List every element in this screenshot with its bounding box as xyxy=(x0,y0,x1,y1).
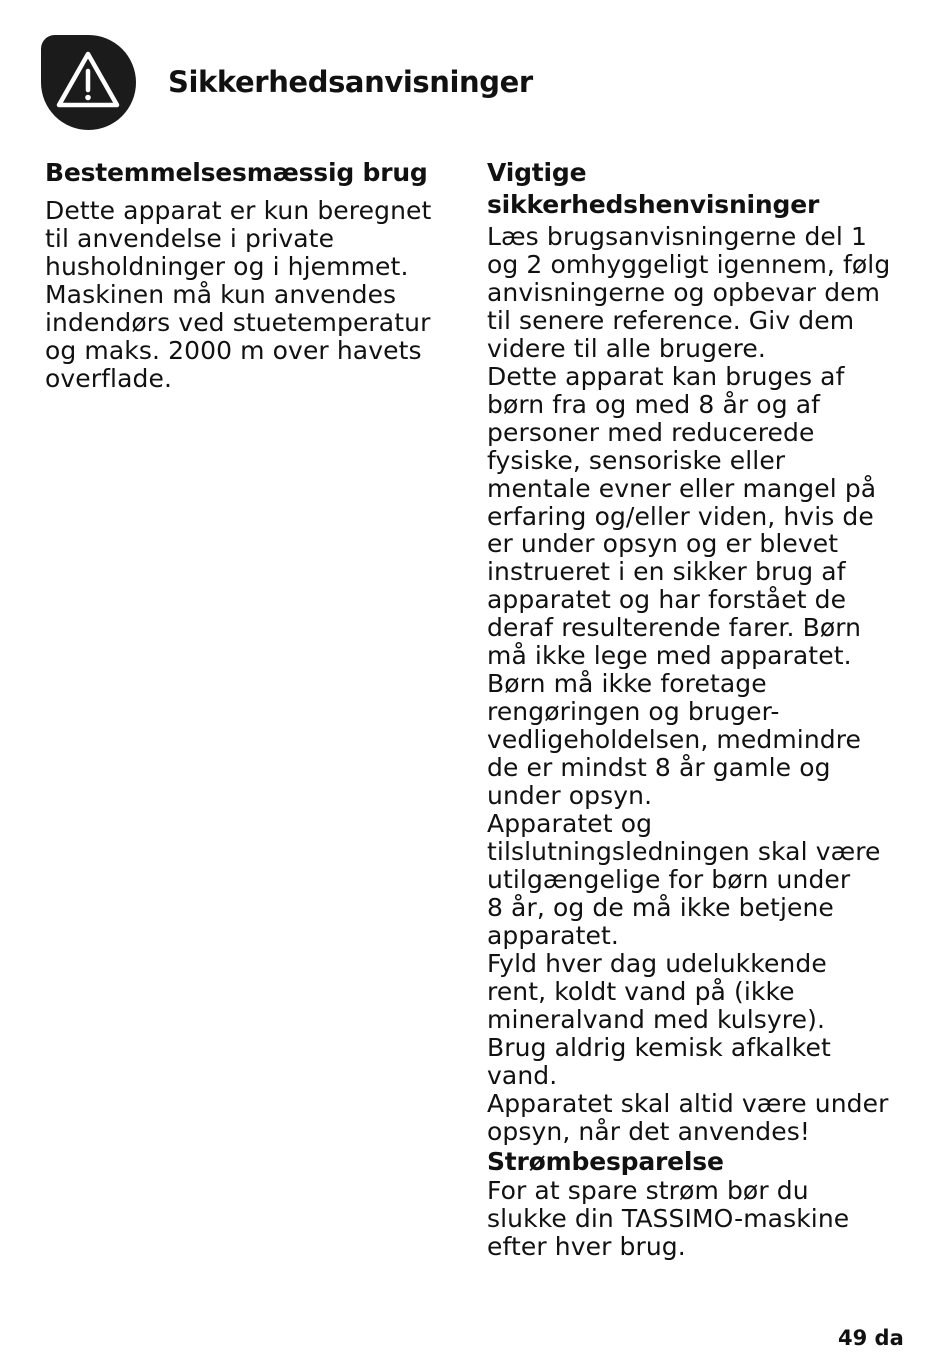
section-heading-intended-use: Bestemmelsesmæssig brug xyxy=(45,158,428,187)
warning-badge xyxy=(41,35,136,130)
text-line: efter hver brug. xyxy=(487,1232,686,1262)
text-line: videre til alle brugere. xyxy=(487,333,766,363)
heading-line: Vigtige xyxy=(487,158,587,187)
text-line: de er mindst 8 år gamle og xyxy=(487,753,831,783)
text-line: børn fra og med 8 år og af xyxy=(487,389,821,419)
text-line: er under opsyn og er blevet xyxy=(487,529,839,559)
text-line: utilgængelige for børn under xyxy=(487,864,851,894)
text-line: rent, koldt vand på (ikke xyxy=(487,976,795,1006)
right-body xyxy=(487,223,907,1145)
section-heading-energy-saving: Strømbesparelse xyxy=(487,1147,724,1177)
text-line: husholdninger og i hjemmet. xyxy=(45,251,409,281)
text-line: apparatet og har forstået de xyxy=(487,585,847,615)
text-line: apparatet. xyxy=(487,920,619,950)
page-number: 49 da xyxy=(838,1326,904,1350)
text-line: må ikke lege med apparatet. xyxy=(487,641,852,671)
text-line: til senere reference. Giv dem xyxy=(487,305,855,335)
text-line: Læs brugsanvisningerne del 1 xyxy=(487,222,868,251)
text-line: deraf resulterende farer. Børn xyxy=(487,613,862,643)
text-line: slukke din TASSIMO-maskine xyxy=(487,1204,850,1234)
text-line: Maskinen må kun anvendes xyxy=(45,279,397,309)
text-line: tilslutningsledningen skal være xyxy=(487,836,881,866)
text-line: Dette apparat kan bruges af xyxy=(487,361,845,391)
text-line: mentale evner eller mangel på xyxy=(487,473,877,503)
text-line: opsyn, når det anvendes! xyxy=(487,1116,810,1146)
text-line: Brug aldrig kemisk afkalket xyxy=(487,1032,831,1062)
section-heading-safety xyxy=(487,157,907,221)
right-column xyxy=(487,156,907,1261)
text-line: Apparatet skal altid være under xyxy=(487,1088,889,1118)
text-line: anvisningerne og opbevar dem xyxy=(487,277,881,307)
text-line: under opsyn. xyxy=(487,781,653,811)
text-line: Apparatet og xyxy=(487,809,653,839)
page-title: Sikkerhedsanvisninger xyxy=(168,65,533,99)
text-line: 8 år, og de må ikke betjene xyxy=(487,892,834,922)
left-column xyxy=(45,156,460,393)
text-line: Fyld hver dag udelukkende xyxy=(487,948,827,978)
text-line: personer med reducerede xyxy=(487,417,815,447)
text-line: fysiske, sensoriske eller xyxy=(487,445,786,475)
text-line: vedligeholdelsen, medmindre xyxy=(487,725,862,755)
heading-line: sikkerhedshenvisninger xyxy=(487,190,820,219)
text-line: Dette apparat er kun beregnet xyxy=(45,196,432,225)
text-line: og 2 omhyggeligt igennem, følg xyxy=(487,249,891,279)
text-line: og maks. 2000 m over havets xyxy=(45,335,422,365)
text-line: For at spare strøm bør du xyxy=(487,1176,809,1206)
text-line: mineralvand med kulsyre). xyxy=(487,1004,826,1034)
text-line: instrueret i en sikker brug af xyxy=(487,557,846,587)
text-line: erfaring og/eller viden, hvis de xyxy=(487,501,874,531)
text-line: overflade. xyxy=(45,363,173,393)
warning-triangle-icon xyxy=(55,50,121,110)
energy-body xyxy=(487,1177,907,1261)
text-line: Børn må ikke foretage xyxy=(487,669,767,699)
text-line: til anvendelse i private xyxy=(45,223,335,253)
left-body xyxy=(45,197,460,393)
text-line: vand. xyxy=(487,1060,558,1090)
text-line: indendørs ved stuetemperatur xyxy=(45,307,431,337)
text-line: rengøringen og bruger- xyxy=(487,697,780,727)
